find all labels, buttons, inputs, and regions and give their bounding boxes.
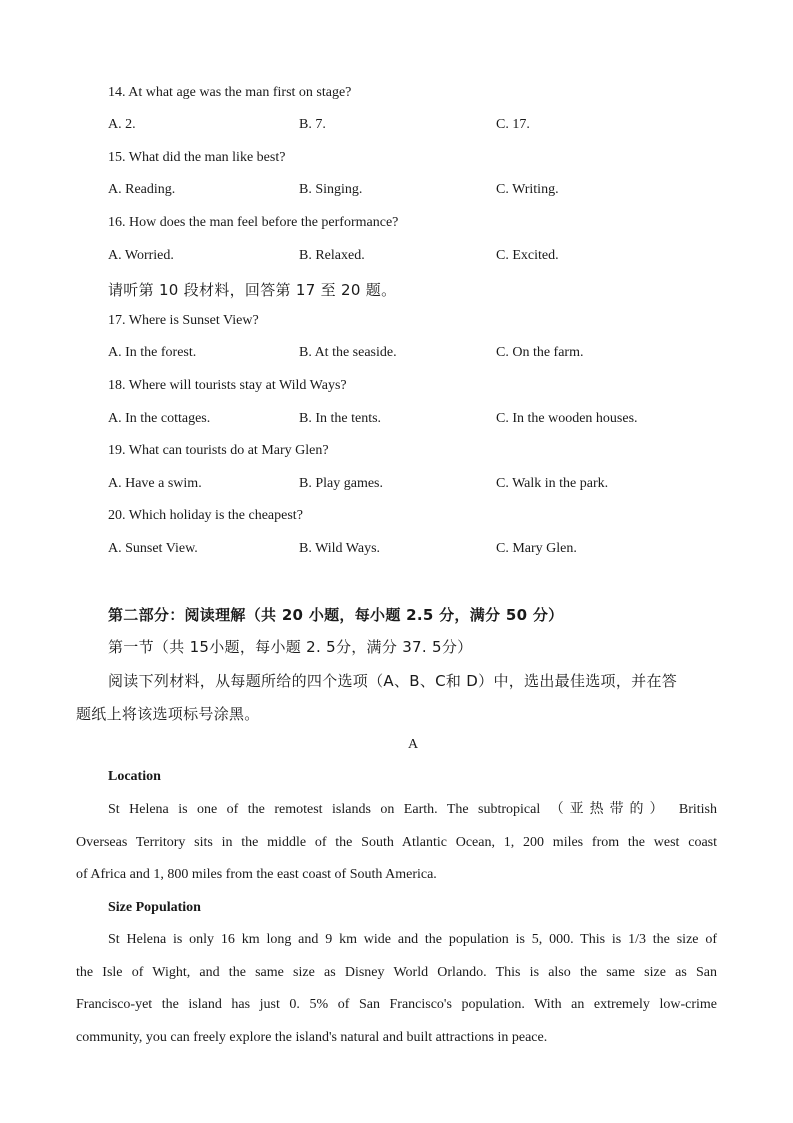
q20-option-a: A. Sunset View. [108,541,198,556]
q18-option-b: B. In the tents. [299,411,382,426]
size-line-1: St Helena is only 16 km long and 9 km wide and the population is 5, 000. This is 1/3 the size of [108,932,717,947]
location-line-3: of Africa and 1, 800 miles from the east coast of South America. [76,867,437,882]
location-heading: Location [108,769,161,784]
q15-option-c: C. Writing. [496,182,559,197]
section1-title: 第一节（共 15小题，每小题 2. 5分，满分 37. 5分） [108,638,473,656]
question-14: 14. At what age was the man first on stage? [108,85,352,100]
q16-option-a: A. Worried. [108,248,174,263]
section-10-instruction: 请听第 10 段材料，回答第 17 至 20 题。 [108,281,397,299]
question-19: 19. What can tourists do at Mary Glen? [108,443,329,458]
passage-label: A [407,737,419,752]
q15-option-b: B. Singing. [299,182,363,197]
instructions-line-2: 题纸上将该选项标号涂黑。 [76,705,260,723]
q19-option-c: C. Walk in the park. [496,476,609,491]
q17-option-b: B. At the seaside. [299,345,397,360]
location-line-1: St Helena is one of the remotest islands on Earth. The subtropical （亚热带的） British [108,802,717,817]
q20-option-b: B. Wild Ways. [299,541,381,556]
q19-option-b: B. Play games. [299,476,383,491]
question-16: 16. How does the man feel before the performance? [108,215,399,230]
size-line-3: Francisco-yet the island has just 0. 5% of San Francisco's population. With an extremely low-crime [76,997,717,1012]
instructions-line-1: 阅读下列材料，从每题所给的四个选项（A、B、C和 D）中，选出最佳选项，并在答 [108,672,678,690]
q14-option-c: C. 17. [496,117,530,132]
q17-option-c: C. On the farm. [496,345,584,360]
question-15: 15. What did the man like best? [108,150,286,165]
q15-option-a: A. Reading. [108,182,176,197]
size-line-2: the Isle of Wight, and the same size as Disney World Orlando. This is also the same size as San [76,964,717,980]
q18-option-c: C. In the wooden houses. [496,411,638,426]
question-20: 20. Which holiday is the cheapest? [108,508,303,523]
q18-option-a: A. In the cottages. [108,411,211,426]
location-paragraph [76,794,717,892]
size-paragraph [76,924,717,1054]
q14-option-a: A. 2. [108,117,136,132]
question-18: 18. Where will tourists stay at Wild Ways? [108,378,347,393]
size-population-heading: Size Population [108,900,201,915]
q19-option-a: A. Have a swim. [108,476,202,491]
question-17: 17. Where is Sunset View? [108,313,259,328]
q20-option-c: C. Mary Glen. [496,541,577,556]
size-line-4: community, you can freely explore the island's natural and built attractions in peace. [76,1029,548,1045]
q16-option-b: B. Relaxed. [299,248,365,263]
q17-option-a: A. In the forest. [108,345,197,360]
part2-title: 第二部分：阅读理解（共 20 小题，每小题 2.5 分，满分 50 分） [108,606,564,624]
q14-option-b: B. 7. [299,117,326,132]
location-line-2: Overseas Territory sits in the middle of the South Atlantic Ocean, 1, 200 miles from the west coast [76,834,717,850]
q16-option-c: C. Excited. [496,248,559,263]
